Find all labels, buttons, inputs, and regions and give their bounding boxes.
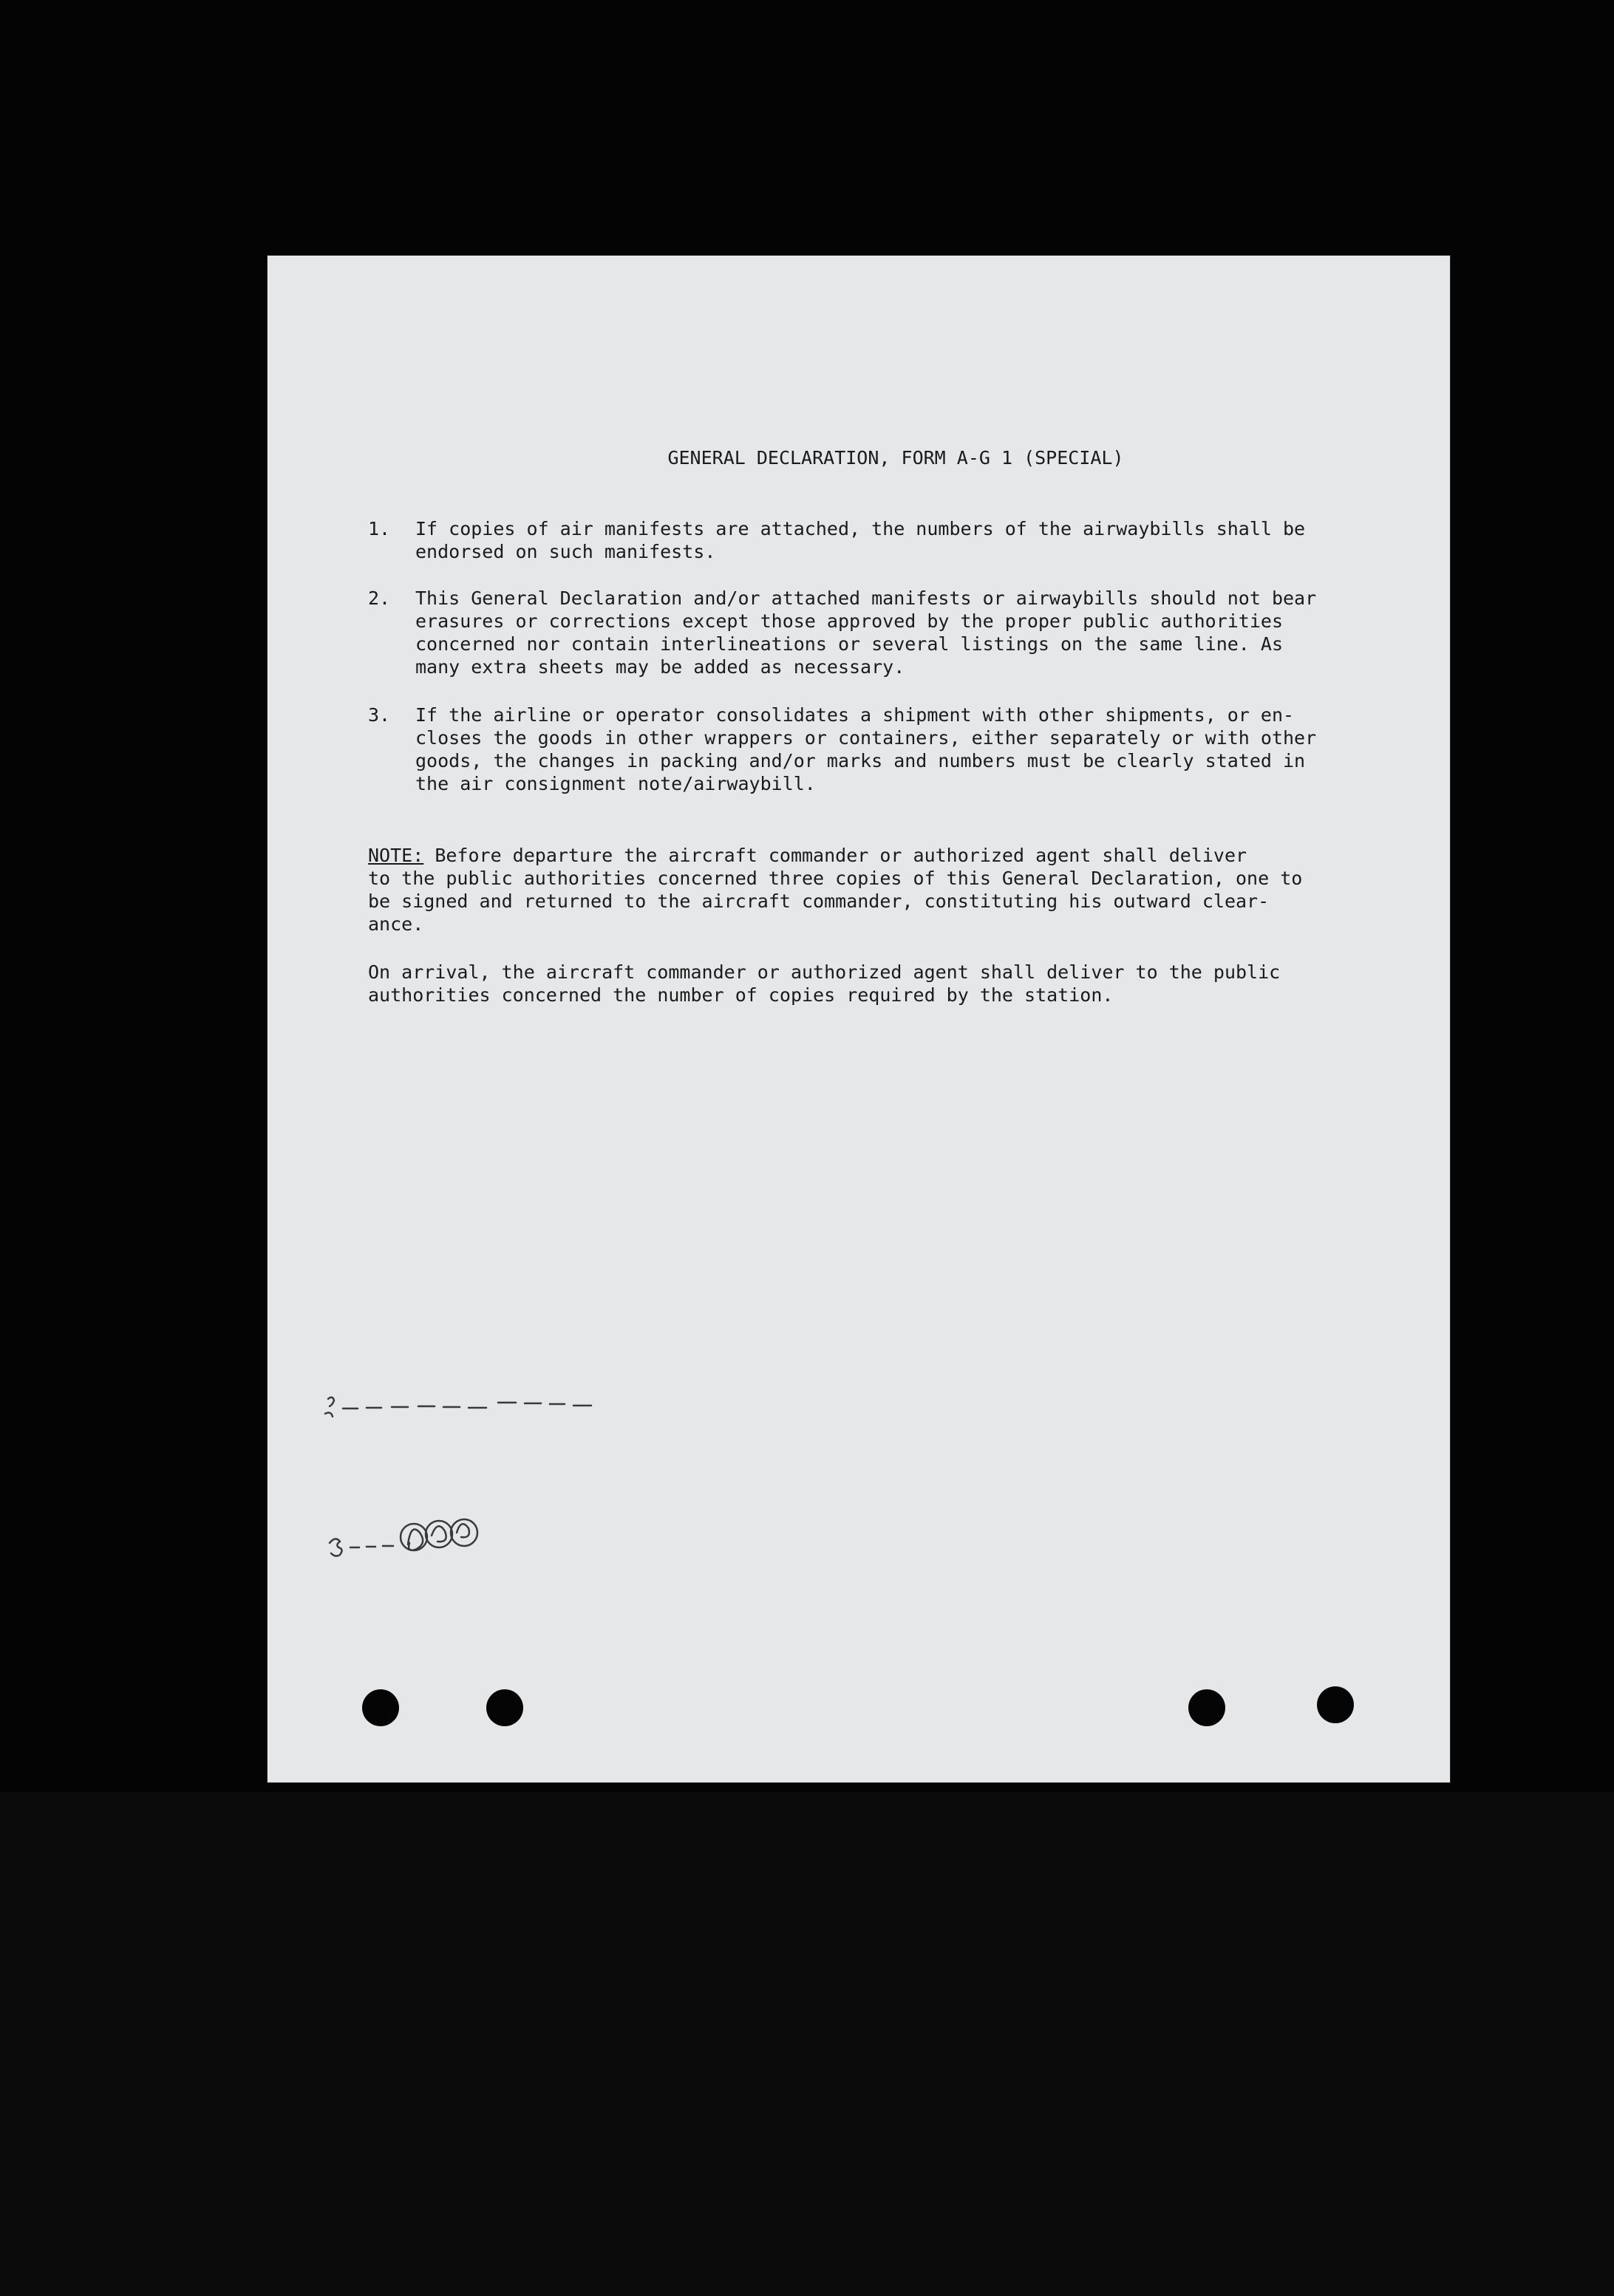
document-page <box>268 256 1450 1782</box>
note-paragraph <box>368 844 1339 936</box>
handwritten-marks <box>321 1380 720 1565</box>
film-background-band <box>0 1792 1614 2296</box>
item-text: This General Declaration and/or attached manifests or airwaybills should not bear erasures or corrections except those approved by the proper public authorities concerned nor contain interlineations or several listings on the same line. As many extra sheets may be added as necessary. <box>415 587 1317 678</box>
item-number: 1. <box>368 518 391 539</box>
item-number: 2. <box>368 587 391 609</box>
item-text: If copies of air manifests are attached, the numbers of the airwaybills shall be endorsed on such manifests. <box>415 518 1306 562</box>
punch-hole <box>362 1689 399 1726</box>
punch-hole <box>1317 1686 1354 1723</box>
punch-hole <box>486 1689 523 1726</box>
arrival-paragraph: On arrival, the aircraft commander or authorized agent shall deliver to the public authorities concerned the number of copies required by the station. <box>368 961 1281 1006</box>
note-label: NOTE: <box>368 845 424 866</box>
item-number: 3. <box>368 704 391 726</box>
punch-hole <box>1188 1689 1225 1726</box>
item-text: If the airline or operator consolidates a shipment with other shipments, or en- closes the goods in other wrappers or containers, either separately or with other goods, the changes in packing and/or marks and numbers must be clearly stated in the air consignment note/airwaybill. <box>415 704 1317 794</box>
note-text: Before departure the aircraft commander or authorized agent shall deliver to the public authorities concerned three copies of this General Declaration, one to be signed and returned to the aircraft commander, constituting his outward clear- ance. <box>368 845 1303 935</box>
form-title: GENERAL DECLARATION, FORM A-G 1 (SPECIAL) <box>667 447 1124 469</box>
